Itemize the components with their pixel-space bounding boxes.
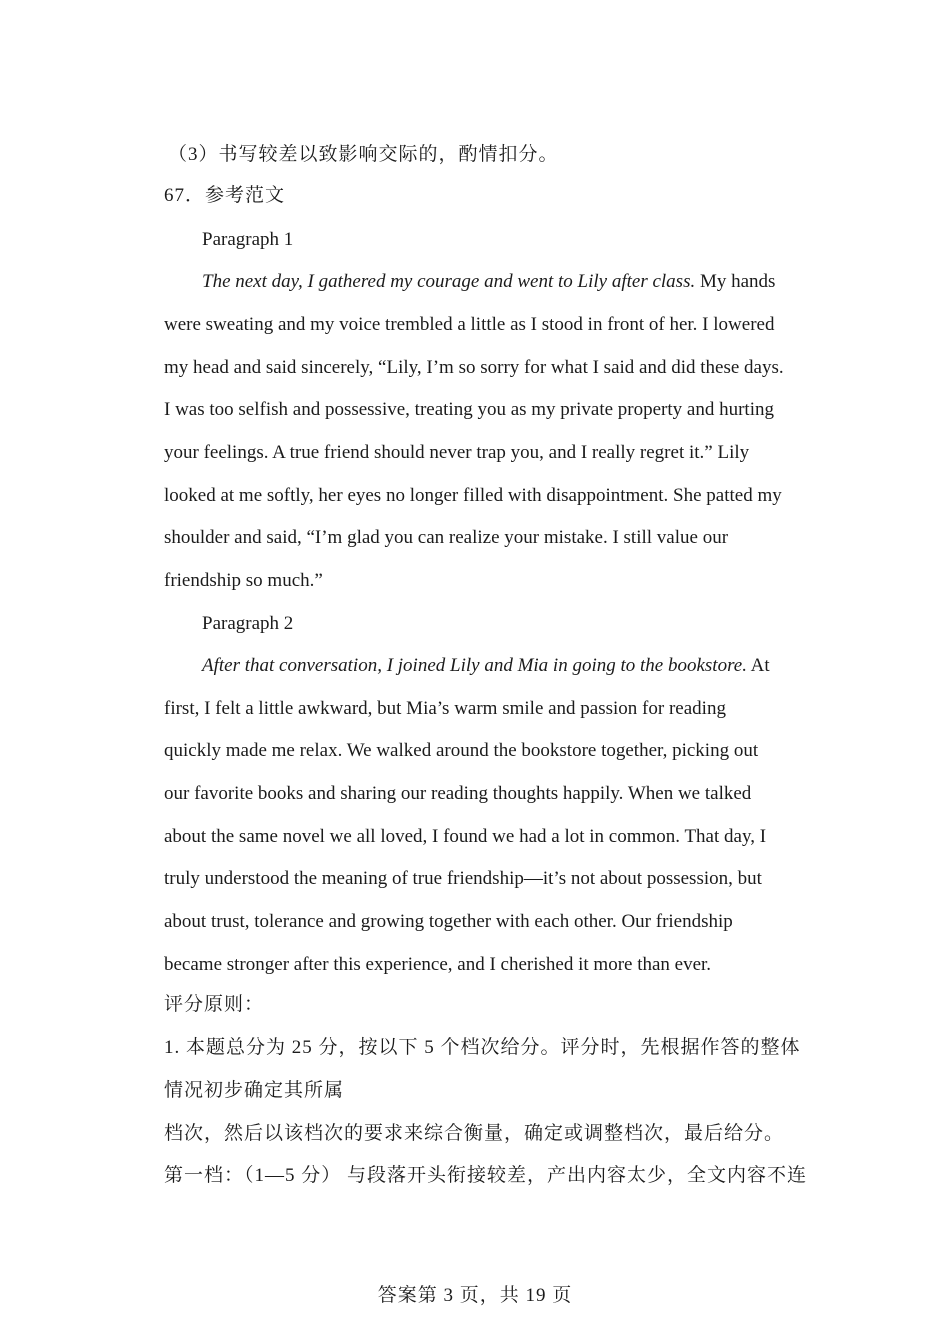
paragraph1-lead-sentence: The next day, I gathered my courage and went to Lily after class.: [202, 271, 696, 292]
paragraph2-line: first, I felt a little awkward, but Mia’s warm smile and passion for reading: [164, 698, 726, 719]
scoring-principles-line: 档次，然后以该档次的要求来综合衡量，确定或调整档次，最后给分。: [164, 1123, 785, 1144]
paragraph2-line: about the same novel we all loved, I found we had a lot in common. That day, I: [164, 826, 767, 847]
item-67-heading: 67．参考范文: [164, 185, 286, 206]
scoring-principles-title: 评分原则：: [164, 994, 265, 1015]
paragraph1-label: Paragraph 1: [202, 229, 294, 250]
paragraph2-label: Paragraph 2: [202, 613, 294, 634]
paragraph1-line: your feelings. A true friend should never trap you, and I really regret it.” Lily: [164, 442, 750, 463]
paragraph2-line: about trust, tolerance and growing together with each other. Our friendship: [164, 911, 733, 932]
paragraph2-line: truly understood the meaning of true friendship—it’s not about possession, but: [164, 868, 762, 889]
paragraph1-line: were sweating and my voice trembled a little as I stood in front of her. I lowered: [164, 314, 775, 335]
scoring-note-3: （3）书写较差以致影响交际的，酌情扣分。: [168, 144, 559, 165]
page-footer: 答案第 3 页，共 19 页: [377, 1285, 573, 1306]
paragraph2-line1-rest: At: [746, 655, 770, 676]
scoring-principles-line: 第一档：（1—5 分） 与段落开头衔接较差，产出内容太少，全文内容不连: [164, 1165, 808, 1186]
paragraph1-line: shoulder and said, “I’m glad you can realize your mistake. I still value our: [164, 527, 729, 548]
paragraph1-line: I was too selfish and possessive, treating you as my private property and hurting: [164, 399, 774, 420]
scoring-principles-line: 情况初步确定其所属: [164, 1080, 345, 1101]
paragraph2-line: became stronger after this experience, and I cherished it more than ever.: [164, 954, 712, 975]
paragraph1-line: friendship so much.”: [164, 570, 323, 591]
paragraph1-first-line: [202, 270, 775, 294]
paragraph2-first-line: [202, 654, 770, 678]
paragraph2-lead-sentence: After that conversation, I joined Lily and Mia in going to the bookstore.: [202, 655, 747, 676]
paragraph1-line1-rest: My hands: [695, 271, 776, 292]
scoring-principles-line: 1. 本题总分为 25 分，按以下 5 个档次给分。评分时，先根据作答的整体: [164, 1037, 801, 1058]
paragraph2-line: our favorite books and sharing our reading thoughts happily. When we talked: [164, 783, 752, 804]
paragraph1-line: looked at me softly, her eyes no longer filled with disappointment. She patted my: [164, 485, 782, 506]
paragraph1-line: my head and said sincerely, “Lily, I’m so sorry for what I said and did these days.: [164, 357, 784, 378]
paragraph2-line: quickly made me relax. We walked around the bookstore together, picking out: [164, 740, 759, 761]
